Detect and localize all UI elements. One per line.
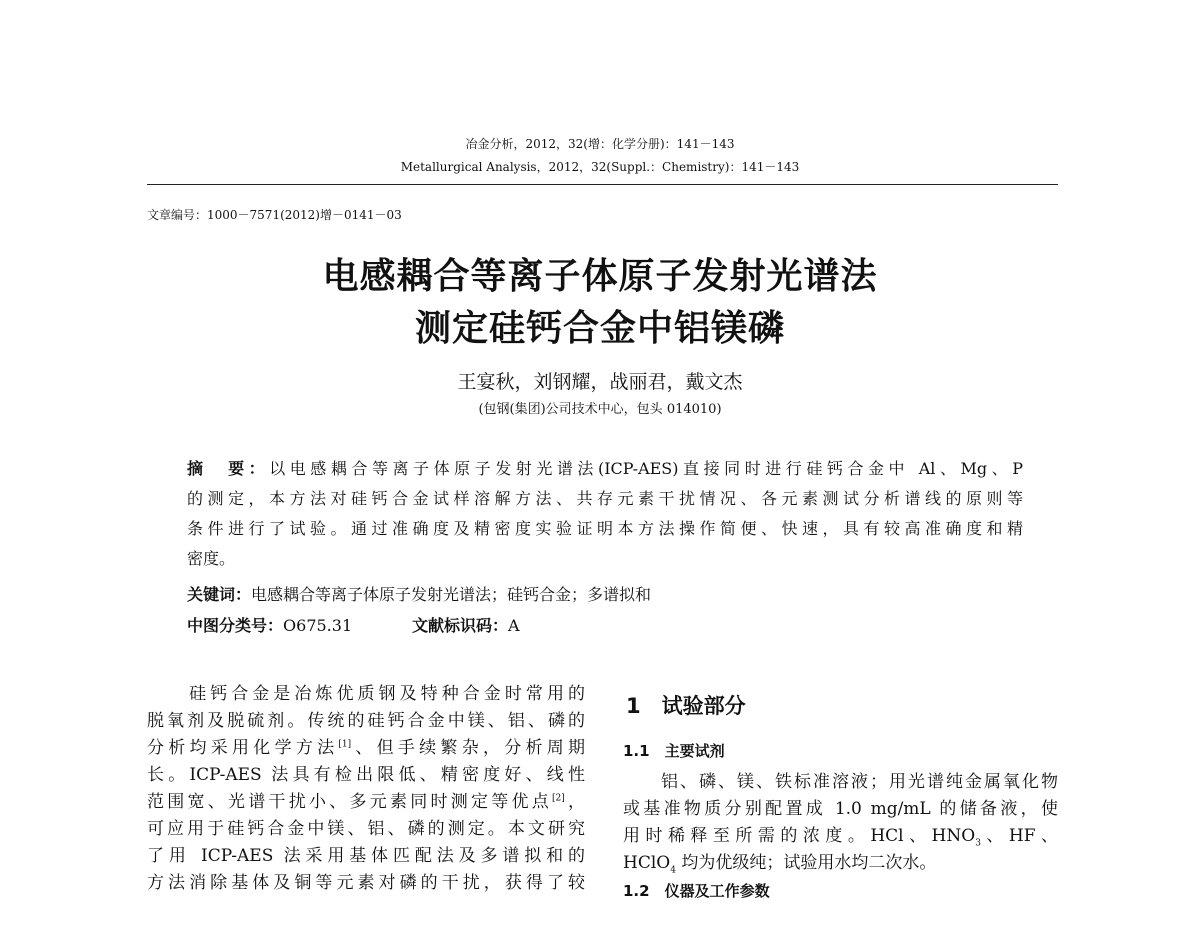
abstract-line: 的测定，本方法对硅钙合金试样溶解方法、共存元素干扰情况、各元素测试分析谱线的原则等 — [187, 489, 1023, 508]
body-line: 可应用于硅钙合金中镁、铝、磷的测定。本文研究 — [147, 819, 585, 839]
title-line-1: 电感耦合等离子体原子发射光谱法 — [322, 256, 878, 297]
journal-citation-cn: 冶金分析，2012，32(增：化学分册)：141－143 — [465, 137, 735, 151]
body-line: 分析均采用化学方法[1]、但手续繁杂，分析周期 — [147, 738, 586, 758]
section-heading: 1 试验部分 — [626, 694, 746, 718]
abstract-line: 摘 要：以电感耦合等离子体原子发射光谱法(ICP-AES)直接同时进行硅钙合金中 Al、Mg、P — [187, 459, 1023, 478]
article-number: 文章编号：1000－7571(2012)增－0141－03 — [147, 208, 402, 222]
abstract-line: 条件进行了试验。通过准确度及精密度实验证明本方法操作简便、快速，具有较高准确度和精 — [187, 519, 1023, 538]
citation[interactable]: [1] — [338, 739, 352, 750]
body-line: 铝、磷、镁、铁标准溶液；用光谱纯金属氧化物 — [623, 772, 1058, 792]
abstract-label: 摘 要： — [187, 459, 270, 478]
header-rule — [147, 184, 1058, 185]
body-line: 脱氧剂及脱硫剂。传统的硅钙合金中镁、铝、磷的 — [147, 711, 585, 731]
body-line: 硅钙合金是冶炼优质钢及特种合金时常用的 — [147, 684, 585, 704]
affiliation: (包钢(集团)公司技术中心，包头 014010) — [478, 402, 722, 417]
body-line: 长。ICP-AES 法具有检出限低、精密度好、线性 — [147, 765, 585, 785]
classification-number: 中图分类号：O675.31 — [187, 616, 353, 635]
keywords: 关键词：电感耦合等离子体原子发射光谱法；硅钙合金；多谱拟和 — [187, 585, 652, 604]
authors: 王宴秋，刘钢耀，战丽君，戴文杰 — [457, 371, 743, 393]
subsection-heading: 1.2 仪器及工作参数 — [623, 882, 770, 900]
body-line: 方法消除基体及铜等元素对磷的干扰，获得了较 — [147, 873, 585, 893]
title-line-2: 测定硅钙合金中铝镁磷 — [414, 308, 785, 349]
body-line: 了用 ICP-AES 法采用基体匹配法及多谱拟和的 — [147, 846, 585, 866]
body-line: 范围宽、光谱干扰小、多元素同时测定等优点[2]， — [147, 792, 585, 812]
journal-citation-en: Metallurgical Analysis，2012，32(Suppl.：Chemistry)：141－143 — [400, 160, 800, 174]
citation[interactable]: [2] — [552, 793, 565, 804]
body-line: 用时稀释至所需的浓度。HCl、$HNO_3$、HF、 — [623, 826, 1059, 849]
body-line: HClO$_4$ 均为优级纯；试验用水均二次水。 — [623, 853, 937, 876]
subsection-heading: 1.1 主要试剂 — [623, 742, 725, 760]
abstract-line: 密度。 — [187, 549, 236, 568]
body-line: 或基准物质分别配置成 1.0 mg/mL 的储备液，使 — [623, 799, 1058, 819]
document-code: 文献标识码：A — [412, 616, 520, 635]
